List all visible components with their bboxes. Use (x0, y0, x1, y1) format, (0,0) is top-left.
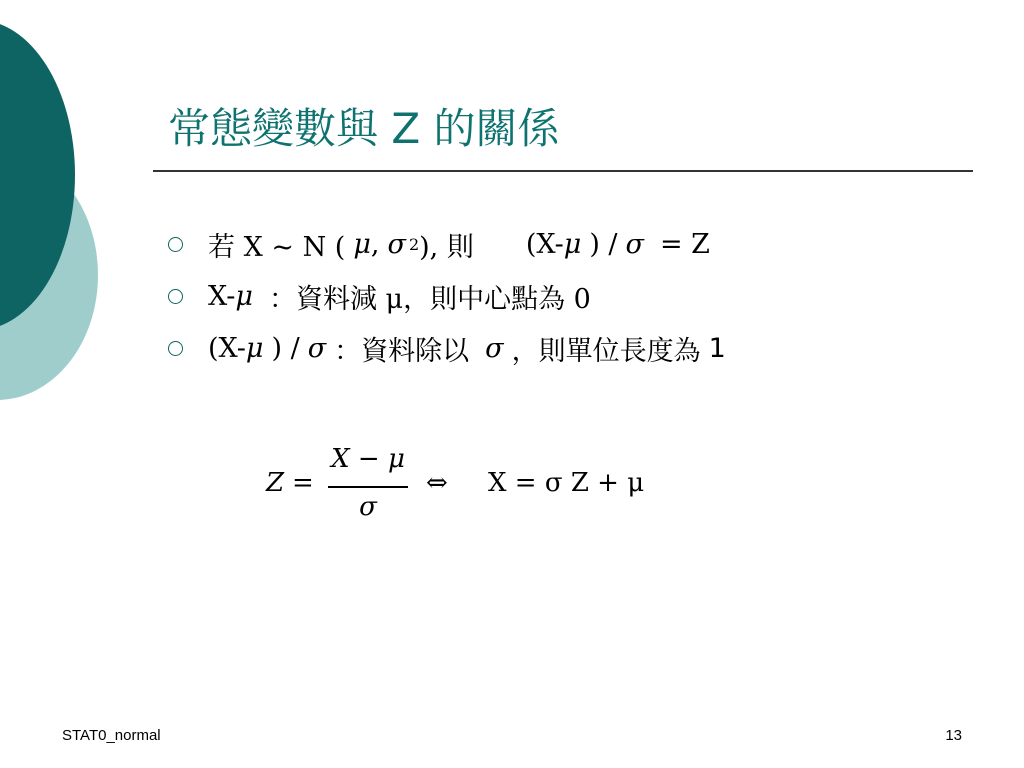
formula-equals: = (292, 468, 314, 498)
bullet-list (160, 218, 940, 374)
formula-lhs: Z (266, 468, 285, 498)
bullet-1-mu: μ (353, 228, 371, 260)
bullet-3-sigma: σ (307, 332, 327, 364)
bullet-2-lead: X- (208, 280, 236, 312)
slide-title: 常態變數與 Z 的關係 (168, 104, 560, 153)
bullet-circle-icon (168, 341, 183, 356)
bullet-1-mid: ), 則 (419, 231, 474, 263)
bullet-item-2 (160, 270, 940, 322)
bullet-1-sigma: σ (387, 228, 406, 260)
bullet-1-expr-close: ) / (589, 228, 618, 260)
bullet-3-text1: ：資料除以 (334, 335, 470, 367)
bullet-1-expr-open: (X- (525, 228, 564, 260)
bullet-3-mu: μ (245, 332, 264, 364)
bullet-3-open: (X- (208, 332, 246, 364)
fraction-bar (328, 486, 408, 488)
bullet-1-expr-mu: μ (563, 228, 582, 260)
bullet-item-1 (160, 218, 940, 270)
iff-arrow-icon: ⇔ (426, 468, 448, 498)
bullet-circle-icon (168, 237, 183, 252)
bullet-1-lead: 若 X ~ N ( (208, 231, 346, 263)
bullet-1-expr-tail: = Z (659, 228, 710, 260)
title-divider (153, 170, 973, 172)
bullet-3-close: ) / (271, 332, 300, 364)
z-score-formula (266, 444, 686, 526)
bullet-circle-icon (168, 289, 183, 304)
bullet-1-superscript: 2 (408, 234, 420, 254)
bullet-2-mu: μ (235, 280, 253, 312)
fraction-numerator: X − μ (331, 444, 405, 474)
bullet-1-expr-sigma: σ (625, 228, 644, 260)
footer-label: STAT0_normal (62, 727, 161, 744)
fraction-denominator: σ (359, 492, 377, 522)
bullet-3-sigma2: σ (485, 332, 504, 364)
bullet-item-3 (160, 322, 940, 374)
formula-rhs: X = σ Z + μ (488, 468, 645, 498)
bullet-3-number: 1 (708, 332, 726, 364)
bullet-3-text2: ，則單位長度為 (511, 335, 701, 367)
page-number: 13 (945, 727, 962, 744)
bullet-2-text: ：資料減 μ，則中心點為 0 (268, 283, 591, 315)
bullet-1-comma: , (370, 228, 380, 260)
